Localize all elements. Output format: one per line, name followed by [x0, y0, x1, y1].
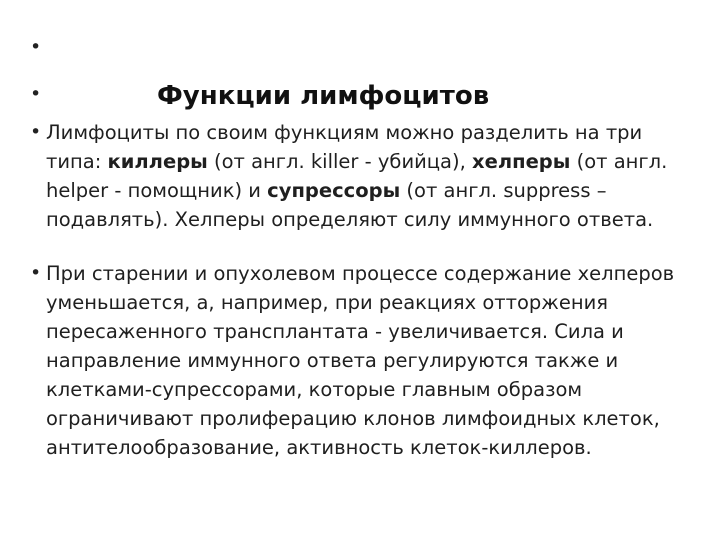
killers-explanation: (от англ. killer - убийца),	[207, 150, 473, 173]
bullet-marker: •	[30, 83, 42, 105]
term-helpers: хелперы	[472, 150, 571, 173]
bullet-marker: •	[30, 36, 42, 58]
paragraph-lymphocyte-types	[30, 118, 698, 234]
slide-title: Функции лимфоцитов	[157, 81, 490, 111]
bullet-marker: •	[30, 262, 42, 284]
bullet-marker: •	[30, 121, 42, 143]
term-killers: киллеры	[107, 150, 208, 173]
helpers-explanation: (от англ. helper - помощник) и	[46, 150, 668, 202]
paragraph-text: При старении и опухолевом процессе содержание хелперов уменьшается, а, например, при реакциях отторжения пересаженного трансплантата - увеличивается. Сила и направление иммунного ответа регулируются также и клетками-супрессорами, которые главным образом ограничивают пролиферацию клонов лимфоидных клеток, антителообразование, активность клеток-киллеров.	[46, 262, 675, 459]
paragraph-intro: Лимфоциты по своим функциям можно разделить на три типа:	[46, 121, 643, 173]
suppressors-explanation: (от англ. suppress – подавлять). Хелперы определяют силу иммунного ответа.	[46, 179, 654, 231]
term-suppressors: супрессоры	[267, 179, 401, 202]
paragraph-aging-tumor	[30, 259, 698, 462]
paragraph-text	[46, 118, 698, 234]
